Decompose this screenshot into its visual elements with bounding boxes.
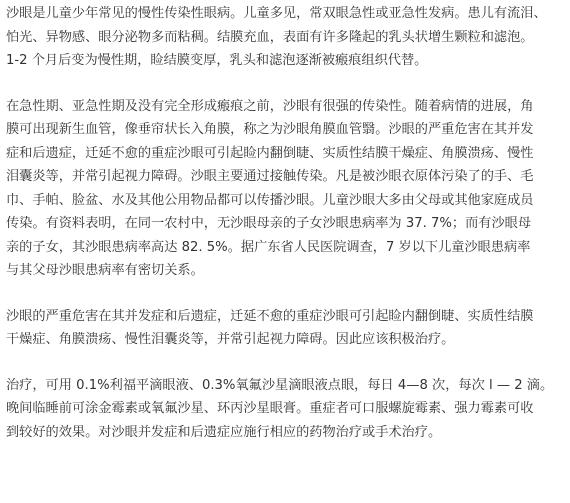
text-line: 与其父母沙眼患病率有密切关系。: [6, 263, 204, 278]
text-line: 1-2 个月后变为慢性期，睑结膜变厚，乳头和滤泡逐渐被瘢痕组织代替。: [6, 53, 428, 68]
paragraph-transmission: [6, 95, 564, 283]
text-line: 治疗，可用 0.1%利福平滴眼液、0.3%氧氟沙星滴眼液点眼，每日 4—8 次，每次 l — 2 滴。: [6, 377, 554, 393]
text-line: 亲的子女，其沙眼患病率高达 82. 5%。据广东省人民医院调查，7 岁以下儿童沙眼患病率: [6, 239, 531, 255]
text-line: 沙眼是儿童少年常见的慢性传染性眼病。儿童多见，常双眼急性或亚急性发病。患儿有流泪、: [6, 6, 547, 21]
text-line: 到较好的效果。对沙眼并发症和后遗症应施行相应的药物治疗或手术治疗。: [6, 424, 442, 440]
text-line: 晚间临睡前可涂金霉素或氧氟沙星、环丙沙星眼膏。重症者可口服螺旋霉素、强力霉素可收: [6, 401, 534, 416]
paragraph-gap: [6, 352, 564, 374]
text-line: 在急性期、亚急性期及没有完全形成瘢痕之前，沙眼有很强的传染性。随着病情的进展，角: [6, 98, 534, 114]
paragraph-treatment: [6, 374, 564, 445]
text-line: 沙眼的严重危害在其并发症和后遗症，迁延不愈的重症沙眼可引起睑内翻倒睫、实质性结膜: [6, 308, 534, 324]
text-line: 症和后遗症，迁延不愈的重症沙眼可引起睑内翻倒睫、实质性结膜干燥症、角膜溃疡、慢性: [6, 145, 534, 161]
paragraph-gap: [6, 73, 564, 95]
text-line: 干燥症、角膜溃疡、慢性泪囊炎等，并常引起视力障碍。因此应该积极治疗。: [6, 332, 455, 347]
paragraph-symptoms: [6, 2, 564, 73]
text-line: 传染。有资料表明，在同一农村中，无沙眼母亲的子女沙眼患病率为 37. 7%；而有沙眼母: [6, 216, 532, 231]
paragraph-gap: [6, 283, 564, 305]
text-line: 巾、手帕、脸盆、水及其他公用物品都可以传播沙眼。儿童沙眼大多由父母或其他家庭成员: [6, 192, 534, 208]
text-line: 泪囊炎等，并常引起视力障碍。沙眼主要通过接触传染。凡是被沙眼衣原体污染了的手、毛: [6, 169, 534, 184]
text-line: 膜可出现新生血管，像垂帘状长入角膜，称之为沙眼角膜血管翳。沙眼的严重危害在其并发: [6, 122, 534, 137]
paragraph-complications: [6, 305, 564, 352]
text-line: 怕光、异物感、眼分泌物多而粘稠。结膜充血，表面有许多隆起的乳头状增生颗粒和滤泡。: [6, 29, 534, 45]
